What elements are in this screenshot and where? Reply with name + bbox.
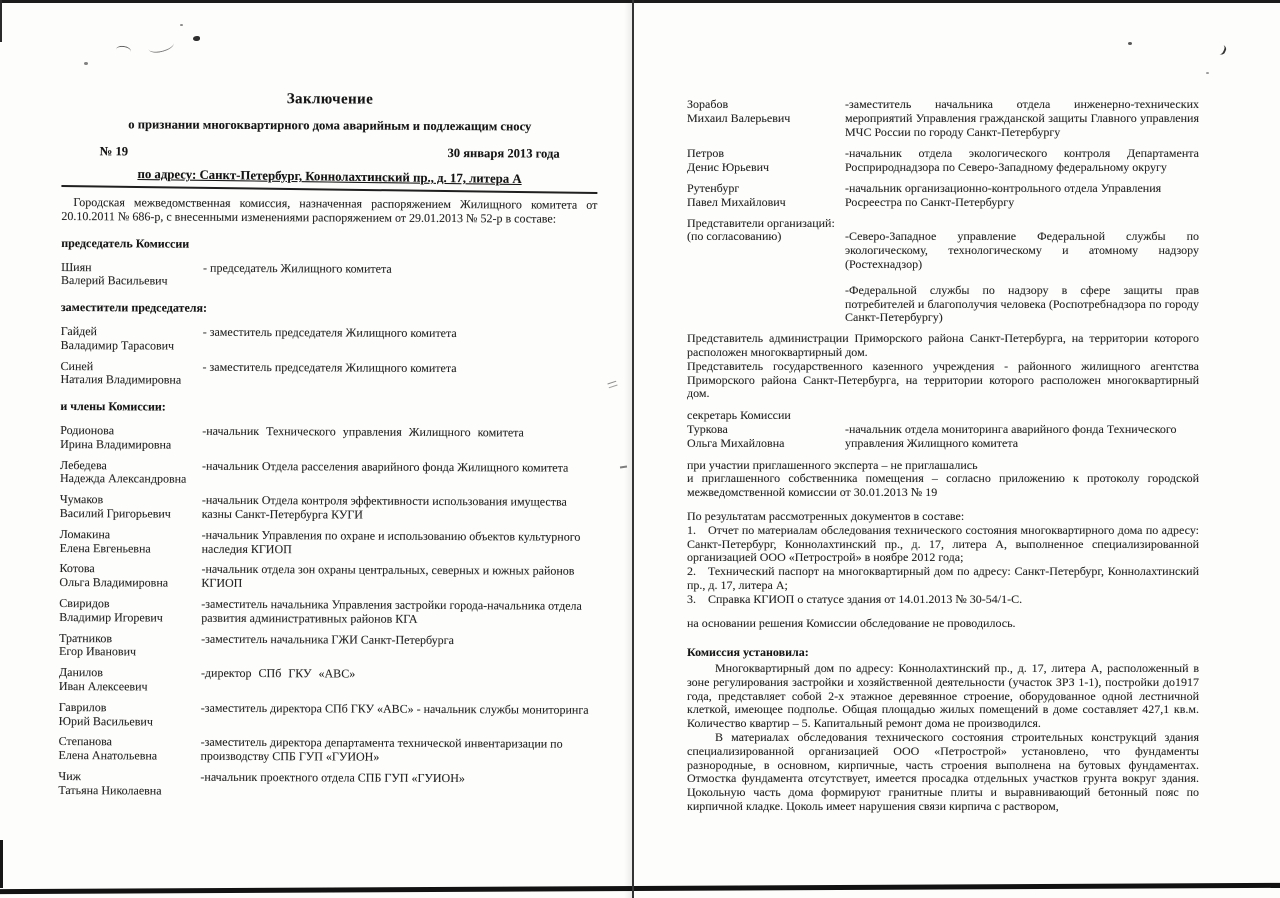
member-role: -начальник Управления по охране и использованию объектов культурного наследия КГИОП: [201, 527, 581, 556]
no-survey-line: на основании решения Комиссии обследование не проводилось.: [687, 615, 1016, 630]
member-name: [61, 325, 203, 353]
scan-smudge: [147, 37, 175, 55]
document-item: [687, 593, 1199, 607]
member-row: [687, 182, 1199, 210]
representative-district-paragraph: Представитель администрации Приморского района Санкт-Петербурга, на территории которого расположен многоквартирный дом.: [687, 331, 1199, 359]
member-firstname: Ольга Владимировна: [59, 575, 169, 590]
member-firstname: Елена Евгеньевна: [59, 540, 151, 556]
secretary-heading: секретарь Комиссии: [687, 408, 791, 423]
member-role: -начальник Отдела контроля эффективности использования имущества казны Санкт-Петербурга КУГИ: [201, 492, 567, 522]
member-firstname: Василий Григорьевич: [59, 505, 171, 521]
org-entry: -Федеральной службы по надзору в сфере защиты прав потребителей и благополучия человека (Роспотребнадзора по городу Санкт-Петербургу): [845, 282, 1199, 325]
member-row: [58, 735, 594, 765]
member-role: -начальник организационно-контрольного отдела Управления Росреестра по Санкт-Петербургу: [845, 180, 1162, 209]
member-surname: Рутенбург: [687, 180, 740, 195]
page-right: [687, 98, 1199, 814]
member-role: - председатель Жилищного комитета: [203, 260, 392, 276]
member-surname: Чиж: [58, 768, 81, 783]
scan-edge-top: [0, 0, 1280, 3]
member-row: [59, 701, 595, 731]
member-role: -директор СПб ГКУ «АВС»: [200, 665, 356, 681]
member-row: [687, 147, 1199, 175]
member-firstname: Валерий Васильевич: [60, 273, 168, 288]
member-role: -начальник отдела мониторинга аварийного фонда Технического управления Жилищного комитета: [845, 421, 1177, 450]
document-item: [687, 524, 1199, 565]
member-firstname: Валадимир Тарасович: [60, 337, 175, 353]
member-role: - заместитель председателя Жилищного комитета: [202, 359, 457, 375]
expert-line: при участии приглашенного эксперта – не приглашались: [687, 457, 978, 472]
scan-smudge: [180, 24, 183, 26]
member-surname: Чумаков: [59, 492, 104, 507]
documents-heading: По результатам рассмотренных документов в составе:: [687, 508, 965, 523]
member-surname: Свиридов: [59, 595, 110, 611]
intro-paragraph: Городская межведомственная комиссия, назначенная распоряжением Жилищного комитета от 20.10.2011 № 686-р, с внесенными изменениями распоряжением от 29.01.2013 № 52-р в составе:: [61, 195, 598, 226]
member-firstname: Ирина Владимировна: [60, 436, 172, 452]
member-firstname: Татьяна Николаевна: [58, 782, 162, 798]
member-role: -заместитель начальника отдела инженерно-технических мероприятий Управления гражданской защиты Главного управления МЧС России по городу Санкт-Петербургу: [845, 97, 1199, 139]
scan-smudge: [115, 45, 131, 56]
orgs-note: (по согласованию): [687, 229, 782, 244]
member-firstname: Павел Михайлович: [687, 194, 786, 209]
org-row: [687, 230, 1199, 271]
orgs-heading: Представители организаций:: [687, 215, 835, 230]
document-date: 30 января 2013 года: [447, 145, 560, 161]
member-role: -начальник отдела экологического контроля Департамента Росприроднадзора по Северо-Западному федеральному округу: [845, 146, 1199, 175]
chairman-row: [61, 261, 597, 291]
member-role: -заместитель директора департамента технической инвентаризации по производству СПБ ГУП «ГУИОН»: [200, 735, 563, 764]
deputies-heading: заместители председателя:: [60, 300, 208, 315]
chairman-heading: председатель Комиссии: [61, 235, 190, 251]
representative-agency-paragraph: Представитель государственного казенного учреждения - районного жилищного агентства Приморского района Санкт-Петербурга, на территории которого расположен многоквартирный дом.: [687, 358, 1199, 401]
org-entry: -Северо-Западное управление Федеральной службы по экологическому, технологическому и атомному надзору (Ростехнадзор): [845, 229, 1199, 271]
member-row: [59, 666, 595, 696]
member-role: -начальник отдела зон охраны центральных, северных и южных районов КГИОП: [201, 562, 575, 591]
scan-smudge: [1206, 72, 1209, 74]
deputy-row: [61, 325, 597, 355]
deputy-row: [60, 360, 596, 390]
document-item-text: Отчет по материалам обследования технического состояния многоквартирного дома по адресу: Санкт-Петербург, Коннолахтинский пр., д. 17, литера А, выполненное специализированной организацией ООО «Петрострой» в ноябре 2012 года;: [687, 522, 1199, 565]
document-item-text: Справка КГИОП о статусе здания от 14.01.2013 № 30-54/1-С.: [708, 591, 1023, 606]
member-surname: Зорабов: [687, 97, 729, 111]
org-row: [687, 284, 1199, 325]
document-title: Заключение: [286, 91, 374, 108]
document-address-line: по адресу: Санкт-Петербург, Коннолахтинский пр., д. 17, литера А: [61, 167, 597, 194]
scan-edge-bottom: [0, 883, 1280, 894]
member-surname: Петров: [687, 146, 725, 161]
member-row: [59, 632, 595, 662]
member-firstname: Владимир Игоревич: [59, 609, 163, 625]
member-firstname: Наталия Владимировна: [60, 372, 182, 387]
member-firstname: Юрий Васильевич: [58, 713, 153, 728]
page-fold-shadow: [624, 0, 632, 898]
member-row: [59, 562, 595, 592]
member-firstname: Михаил Валерьевич: [687, 110, 791, 125]
document-item-number: 1.: [687, 522, 696, 537]
member-row: [60, 493, 596, 523]
member-surname: Гайдей: [60, 323, 98, 339]
member-role: -заместитель начальника ГЖИ Санкт-Петербурга: [201, 631, 454, 647]
scan-edge-left-bottom: [0, 840, 3, 888]
secretary-row: [687, 423, 1199, 451]
member-role: -начальник Технического управления Жилищного комитета: [202, 423, 524, 440]
document-number: № 19: [99, 143, 129, 158]
member-surname: Данилов: [58, 665, 104, 680]
scan-smudge: [1212, 42, 1227, 56]
findings-heading: Комиссия установила:: [687, 645, 809, 660]
member-firstname: Егор Иванович: [59, 644, 137, 659]
scan-smudge: [1128, 42, 1132, 45]
member-role: - заместитель председателя Жилищного комитета: [202, 324, 457, 341]
findings-paragraph: Многоквартирный дом по адресу: Коннолахтинский пр., д. 17, литера А, расположенный в зоне регулирования застройки и хозяйственной деятельности (участок ЗРЗ 1-1), постройки до1917 года, представляет собой 2-х этажное деревянное строение, оборудованное одной лестничной клеткой, имеющее подполье. Общая площадью жилых помещений в доме составляет 427,1 кв.м. Количество квартир – 5. Капитальный ремонт дома не производился.: [687, 661, 1199, 731]
member-name: [60, 360, 202, 388]
member-firstname: Елена Анатольевна: [58, 748, 158, 763]
page-divider-line: [632, 0, 634, 898]
member-surname: Ломакина: [59, 526, 111, 541]
member-row: [60, 424, 596, 454]
member-surname: Лебедева: [60, 457, 107, 472]
members-list: [58, 424, 596, 800]
scan-edge-left-top: [0, 0, 2, 42]
member-surname: Степанова: [58, 734, 113, 749]
document-item-number: 2.: [687, 564, 696, 579]
member-surname: Котова: [59, 561, 95, 576]
member-row: [60, 459, 596, 489]
member-surname: Шиян: [61, 259, 92, 274]
member-firstname: Денис Юрьевич: [687, 160, 770, 175]
document-item: [687, 565, 1199, 593]
number-date-line: [62, 145, 598, 162]
member-name: [61, 261, 203, 289]
member-surname: Синей: [60, 358, 94, 373]
document-subtitle: о признании многоквартирного дома аварийным и подлежащим сносу: [128, 117, 532, 134]
member-role: -заместитель директора СПб ГКУ «АВС» - начальник службы мониторинга: [200, 700, 589, 717]
scan-smudge: [607, 381, 617, 389]
member-row: [58, 770, 594, 800]
org-spacer: [687, 284, 845, 325]
document-item-text: Технический паспорт на многоквартирный дом по адресу: Санкт-Петербург, Коннолахтинский пр., д. 17, литера А;: [687, 564, 1199, 592]
member-row: [60, 528, 596, 558]
members-heading: и члены Комиссии:: [60, 399, 166, 414]
member-surname: Тратников: [59, 630, 113, 645]
member-firstname: Ольга Михайловна: [687, 435, 785, 450]
scan-smudge: [193, 36, 200, 41]
scan-smudge: [84, 62, 88, 65]
member-row: [59, 597, 595, 627]
owner-line: и приглашенного собственника помещения – согласно приложению к протоколу городской межведомственной комиссии от 30.01.2013 № 19: [687, 471, 1199, 500]
member-role: -начальник проектного отдела СПБ ГУП «ГУИОН»: [200, 769, 465, 786]
member-surname: Родионова: [60, 422, 115, 438]
member-surname: Гаврилов: [58, 699, 107, 714]
member-row: [687, 98, 1199, 139]
member-surname: Туркова: [687, 421, 728, 436]
findings-paragraph: В материалах обследования технического состояния строительных конструкций здания специализированной организацией ООО «Петрострой» установлено, что фундаменты разнородные, в основном, кирпичные, часть строения выполнена на бутовых фундаментах. Отмостка фундамента отсутствует, имеется просадка отдельных участков грунта вокруг здания. Цокольную часть дома формируют гранитные плиты и выравнивающий бетонный пояс по кирпичной кладке. Цоколь имеет нарушения связи кирпича с раствором,: [687, 730, 1199, 814]
page-left: [58, 92, 598, 807]
member-role: -начальник Отдела расселения аварийного фонда Жилищного комитета: [202, 458, 569, 475]
document-item-number: 3.: [687, 591, 696, 606]
member-firstname: Надежда Александровна: [59, 471, 187, 487]
member-role: -заместитель начальника Управления застройки города-начальника отдела развития административных районов КГА: [201, 596, 582, 626]
member-firstname: Иван Алексеевич: [58, 678, 148, 694]
